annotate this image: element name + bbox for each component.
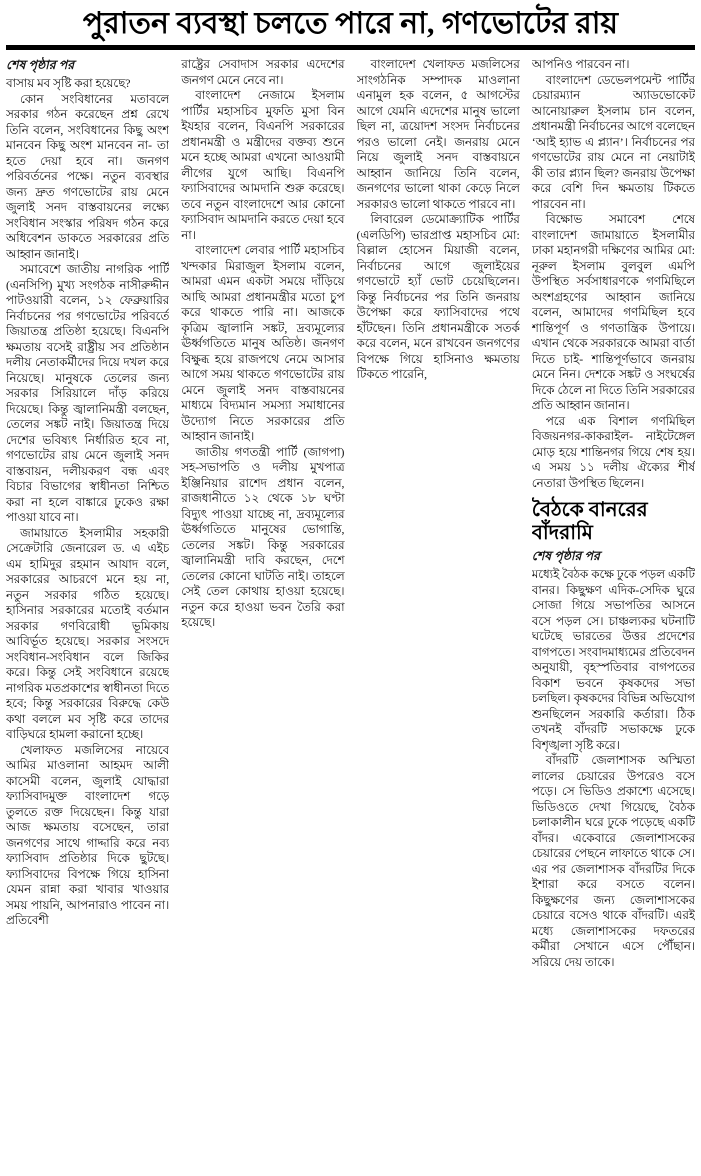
article-paragraph: আপনিও পারবেন না।: [531, 57, 630, 71]
article-paragraph: বিক্ষোভ সমাবেশ শেষে বাংলাদেশ জামায়াতে ইসলামীর ঢাকা মহানগরী দক্ষিণের আমির মো: নূরুল ইসলাম বুলবুল এমপি উপস্থিত সর্বসাধারণকে গণমিছিলে অংশগ্রহণের আহ্বান জানিয়ে বলেন, আমাদের গণমিছিল হবে শান্তিপূর্ণ ও গণতান্ত্রিক উপায়ে। এখান থেকে সরকারকে আমরা বার্তা দিতে চাই- শান্তিপূর্ণভাবে জনরায় মেনে নিন। দেশকে সঙ্কট ও সংঘর্ষের দিকে ঠেলে না দিতে তিনি সরকারের প্রতি আহ্বান জানান।: [531, 212, 695, 412]
article-paragraph: বাংলাদেশ খেলাফত মজলিসের সাংগঠনিক সম্পাদক মাওলানা এনামুল হক বলেন, ৫ আগস্টের আগে যেমনি এদেশের মানুষ ভালো ছিল না, ত্রয়োদশ সংসদ নির্বাচনের পরও ভালো নেই। জনরায় মেনে নিয়ে জুলাই সনদ বাস্তবায়নে আহ্বান জানিয়ে তিনি বলেন, জনগণের ভালো থাকা কেড়ে নিলে সরকারও ভালো থাকতে পারবে না।: [356, 57, 520, 211]
article-paragraph: বাঁদরটি জেলাশাসক অস্মিতা লালের চেয়ারের উপরেও বসে পড়ে। সে ভিডিও প্রকাশ্যে এসেছে। ভিডিওতে দেখা গিয়েছে, বৈঠক চলাকালীন ঘরে ঢুকে পড়েছে একটি বাঁদর। একেবারে জেলাশাসকের চেয়ারের পেছনে লাফাতে থাকে সে। এর পর জেলাশাসক বাঁদরটির দিকে ইশারা করে বসতে বলেন। কিছুক্ষণের জন্য জেলাশাসকের চেয়ারে বসেও থাকে বাঁদরটি। এরই মধ্যে জেলাশাসকের দফতরের কর্মীরা সেখানে এসে পৌঁছান। সরিয়ে দেয় তাকে।: [531, 753, 695, 969]
headline-rule: [6, 45, 695, 50]
article-paragraph: বাসায় মব সৃষ্টি করা হয়েছে?: [6, 76, 131, 90]
secondary-article: [532, 499, 695, 970]
main-article-headline: পুরাতন ব্যবস্থা চলতে পারে না, গণভোটের রায়: [82, 7, 619, 40]
article-paragraph: কোন সংবিধানের মতাবলে সরকার গঠন করেছেন প্রশ্ন রেখে তিনি বলেন, সংবিধানের কিছু অংশ মানবেন কিছু অংশ মানবেন না- তা হতে দেয়া হবে না। জনগণ পরিবর্তনের পক্ষে। নতুন ব্যবস্থার জন্য দ্রুত গণভোটের রায় মেনে জুলাই সনদ বাস্তবায়নের লক্ষ্যে সংবিধান সংস্কার পরিষদ গঠন করে অধিবেশন ডাকতে সরকারের প্রতি আহ্বান জানাই।: [6, 91, 170, 261]
article-paragraph: জাতীয় গণতন্ত্রী পার্টি (জাগপা) সহ-সভাপতি ও দলীয় মুখপাত্র ইঞ্জিনিয়ার রাশেদ প্রধান বলেন, রাজধানীতে ১২ থেকে ১৮ ঘণ্টা বিদ্যুৎ পাওয়া যাচ্ছে না, দ্রব্যমূল্যের ঊর্ধ্বগতিতে মানুষের ভোগান্তি, তেলের সঙ্কট। কিন্তু সরকারের জ্বালানিমন্ত্রী দাবি করছেন, দেশে তেলের কোনো ঘাটতি নাই। তাহলে সেই তেল কোথায় হাওয়া হয়েছে। নতুন করে হাওয়া ভবন তৈরি করা হয়েছে।: [181, 444, 345, 629]
article-paragraph: বাংলাদেশ নেজামে ইসলাম পার্টির মহাসচিব মুফতি মুসা বিন ইযহার বলেন, বিএনপি সরকারের প্রধানমন্ত্রী ও মন্ত্রীদের বক্তব্য শুনে মনে হচ্ছে আমরা এখনো আওয়ামী লীগের যুগে আছি। বিএনপি ফ্যাসিবাদের আমদানি শুরু করেছে। তবে নতুন বাংলাদেশে আর কোনো ফ্যাসিবাদ আমদানি করতে দেয়া হবে না।: [181, 88, 345, 242]
article-paragraph: জামায়াতে ইসলামীর সহকারী সেক্রেটারি জেনারেল ড. এ এইচ এম হামিদুর রহমান আযাদ বলে, সরকারের আচরণে মনে হয় না, নতুন সরকার গঠিত হয়েছে। হাসিনার সরকারের মতোই বর্তমান সরকার গণবিরোধী ভূমিকায় আবির্ভূত হয়েছে। সরকার সংসদে সংবিধান-সংবিধান বলে জিকির করে। কিন্তু সেই সংবিধানে রয়েছে নাগরিক মতপ্রকাশের স্বাধীনতা দিতে হবে; কিন্তু সরকারের বিরুদ্ধে কেউ কথা বললে মব সৃষ্টি করে তাদের বাড়িঘরে হামলা করানো হচ্ছে।: [6, 525, 170, 741]
text-column-4: [532, 57, 695, 1174]
article-paragraph: বাংলাদেশ লেবার পার্টি মহাসচিব খন্দকার মিরাজুল ইসলাম বলেন, আমরা এমন একটা সময়ে দাঁড়িয়ে আছি আমরা প্রধানমন্ত্রীর মতো চুপ করে থাকতে পারি না। আজকে কৃত্রিম জ্বালানি সঙ্কট, দ্রব্যমূল্যের ঊর্ধ্বগতিতে মানুষ অতিষ্ঠ। জনগণ বিক্ষুব্ধ হয়ে রাজপথে নেমে আসার আগে সময় থাকতে গণভোটের রায় মেনে জুলাই সনদ বাস্তবায়নের মাধ্যমে বিদ্যমান সমস্যা সমাধানের উদ্যোগ নিতে সরকারের প্রতি আহ্বান জানাই।: [181, 243, 345, 443]
article-paragraph: সমাবেশে জাতীয় নাগরিক পার্টি (এনসিপি) মুখ্য সংগঠক নাসীরুদ্দীন পাটওয়ারী বলেন, ১২ ফেব্রুয়ারির নির্বাচনের পর গণভোটের পরিবর্তে জিয়াতন্ত্র প্রতিষ্ঠা হয়েছে। বিএনপি ক্ষমতায় বসেই রাষ্ট্রীয় সব প্রতিষ্ঠান দলীয় নেতাকর্মীদের দিয়ে দখল করে নিয়েছে। মানুষকে তেলের জন্য সরকার সিরিয়ালে দাঁড় করিয়ে দিয়েছে। কিন্তু জ্বালানিমন্ত্রী বলছেন, তেলের সঙ্কট নাই। জিয়াতন্ত্র দিয়ে দেশের ভবিষ্যৎ নির্ধারিত হবে না, গণভোটের রায় মেনে জুলাই সনদ বাস্তবায়ন, দলীয়করণ বন্ধ এবং বিচার বিভাগের স্বাধীনতা নিশ্চিত করা না হলে বাঙ্কারে ঢুকেও রক্ষা পাওয়া যাবে না।: [6, 262, 170, 524]
continuation-kicker: শেষ পৃষ্ঠার পর: [6, 58, 75, 72]
article-paragraph: বাংলাদেশ ডেভেলপমেন্ট পার্টির চেয়ারম্যান অ্যাডভোকেট আনোয়ারুল ইসলাম চান বলেন, প্রধানমন্ত্রী নির্বাচনের আগে বলেছেন ‘আই হ্যাভ এ প্ল্যান’। নির্বাচনের পর গণভোটের রায় মেনে না নেয়াটাই কী তার প্ল্যান ছিল? জনরায় উপেক্ষা করে বেশি দিন ক্ষমতায় টিকতে পারবেন না।: [531, 72, 695, 211]
text-column-3: [357, 57, 520, 1174]
article-paragraph: পরে এক বিশাল গণমিছিল বিজয়নগর-কাকরাইল- নাইটেঙ্গেল মোড় হয়ে শান্তিনগর গিয়ে শেষ হয়। এ সময় ১১ দলীয় ঐক্যের শীর্ষ নেতারা উপস্থিত ছিলেন।: [531, 413, 695, 490]
article-paragraph: খেলাফত মজলিসের নায়েবে আমির মাওলানা আহমদ আলী কাসেমী বলেন, জুলাই যোদ্ধারা ফ্যাসিবাদমুক্ত বাংলাদেশ গড়ে তুলতে রক্ত দিয়েছেন। কিন্তু যারা আজ ক্ষমতায় বসেছেন, তারা জনগণের সাথে গাদ্দারি করে নব্য ফ্যাসিবাদ প্রতিষ্ঠার দিকে ছুটছে। ফ্যাসিবাদের বিপক্ষে গিয়ে হাসিনা যেমন রান্না করা খাবার খাওয়ার সময় পায়নি, আপনারাও পাবেন না। প্রতিবেশী: [6, 742, 170, 927]
continuation-kicker: শেষ পৃষ্ঠার পর: [531, 549, 600, 563]
text-column-1: [6, 57, 169, 1174]
secondary-article-headline: বৈঠকে বানরের বাঁদরামি: [531, 499, 648, 544]
article-paragraph: মধ্যেই বৈঠক কক্ষে ঢুকে পড়ল একটি বানর। কিছুক্ষণ এদিক-সেদিক ঘুরে সোজা গিয়ে সভাপতির আসনে বসে পড়ল সে। চাঞ্চল্যকর ঘটনাটি ঘটেছে ভারতের উত্তর প্রদেশের বাগপতে। সংবাদমাধ্যমের প্রতিবেদন অনুযায়ী, বৃহস্পতিবার বাগপতের বিকাশ ভবনে কৃষকদের সভা চলছিল। কৃষকদের বিভিন্ন অভিযোগ শুনছিলেন সরকারি কর্তারা। ঠিক তখনই বাঁদরটি সভাকক্ষে ঢুকে বিশৃঙ্খলা সৃষ্টি করে।: [531, 567, 695, 752]
article-paragraph: রাষ্ট্রের সেবাদাস সরকার এদেশের জনগণ মেনে নেবে না।: [181, 57, 345, 87]
text-column-2: [181, 57, 344, 1174]
article-paragraph: লিবারেল ডেমোক্র্যাটিক পার্টির (এলডিপি) ভারপ্রাপ্ত মহাসচিব মো: বিল্লাল হোসেন মিয়াজী বলেন, নির্বাচনের আগে জুলাইয়ের গণভোটে হ্যাঁ ভোট চেয়েছিলেন। কিন্তু নির্বাচনের পর তিনি জনরায় উপেক্ষা করে ফ্যাসিবাদের পথে হাঁটছেন। তিনি প্রধানমন্ত্রীকে সতর্ক করে বলেন, মনে রাখবেন জনগণের বিপক্ষে গিয়ে হাসিনাও ক্ষমতায় টিকতে পারেনি,: [356, 212, 520, 381]
article-columns: [6, 57, 695, 1174]
